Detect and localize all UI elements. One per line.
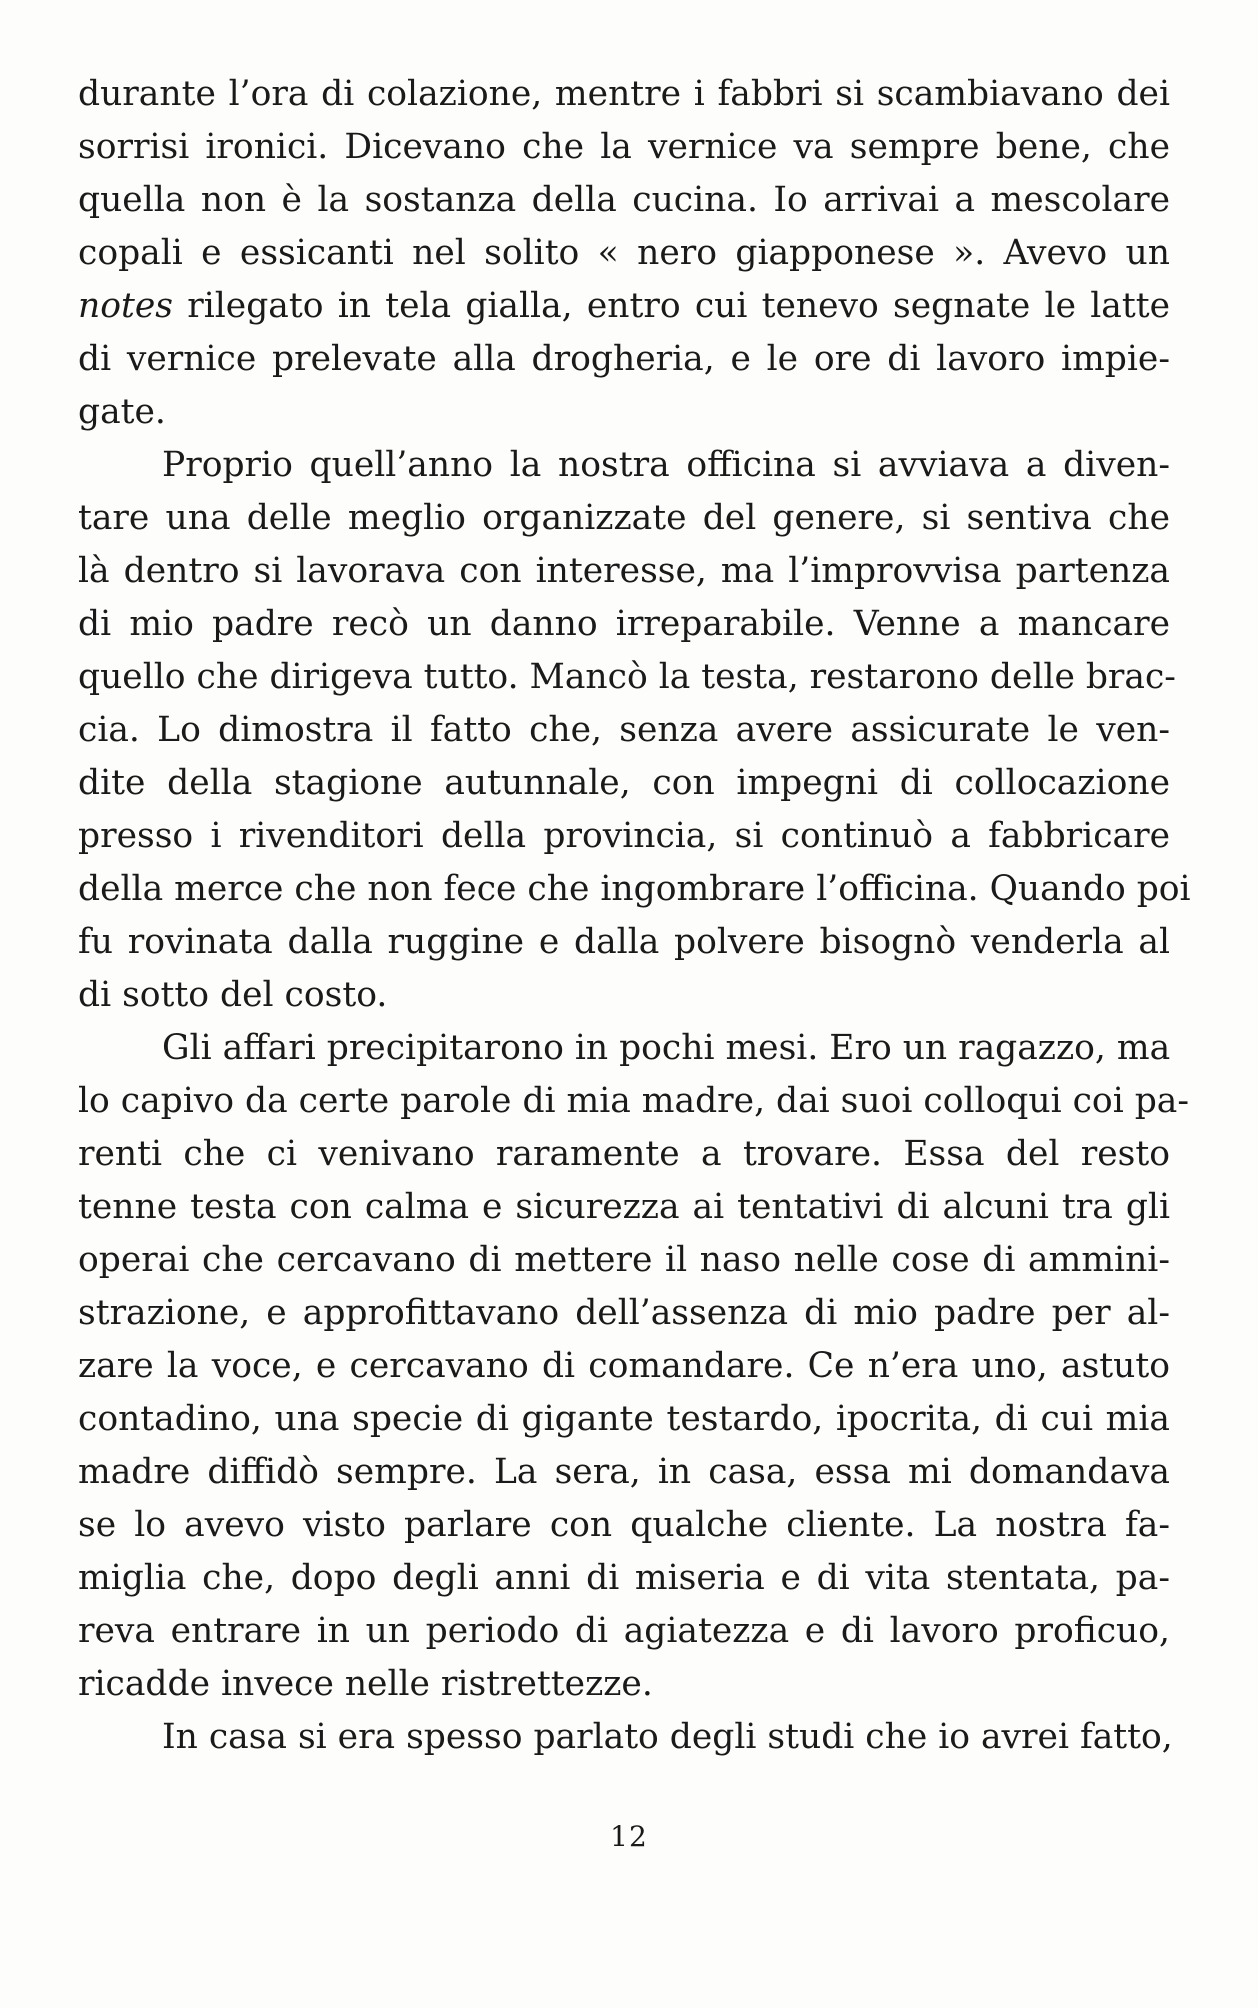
text-line: copali e essicanti nel solito « nero giapponese ». Avevo un [78, 233, 1170, 273]
text-line: reva entrare in un periodo di agiatezza e di lavoro proficuo, [78, 1611, 1170, 1651]
text-line: sorrisi ironici. Dicevano che la vernice va sempre bene, che [78, 127, 1170, 167]
text-line: ricadde invece nelle ristrettezze. [78, 1664, 653, 1704]
text-line: di sotto del costo. [78, 975, 388, 1015]
text-line: renti che ci venivano raramente a trovare. Essa del resto [78, 1134, 1170, 1174]
text-line: tare una delle meglio organizzate del genere, si sentiva che [78, 498, 1170, 538]
paragraph-start-line: Proprio quell’anno la nostra officina si avviava a diven- [162, 445, 1170, 485]
text-line: madre diffidò sempre. La sera, in casa, essa mi domandava [78, 1452, 1170, 1492]
paragraph-start-line: In casa si era spesso parlato degli studi che io avrei fatto, [162, 1717, 1173, 1757]
italic-term: notes [78, 286, 173, 326]
text-line: se lo avevo visto parlare con qualche cliente. La nostra fa- [78, 1505, 1170, 1545]
text-line: strazione, e approfittavano dell’assenza di mio padre per al- [78, 1293, 1170, 1333]
text-line: di mio padre recò un danno irreparabile. Venne a mancare [78, 604, 1170, 644]
paragraph-start-line: Gli affari precipitarono in pochi mesi. Ero un ragazzo, ma [162, 1028, 1171, 1068]
text-line: tenne testa con calma e sicurezza ai tentativi di alcuni tra gli [78, 1187, 1170, 1227]
text-line: fu rovinata dalla ruggine e dalla polvere bisognò venderla al [78, 922, 1170, 962]
text-line: della merce che non fece che ingombrare l’officina. Quando poi [78, 869, 1191, 909]
page-number: 12 [610, 1820, 648, 1853]
text-line: di vernice prelevate alla drogheria, e le ore di lavoro impie- [78, 339, 1170, 379]
text-line: miglia che, dopo degli anni di miseria e di vita stentata, pa- [78, 1558, 1170, 1598]
text-line: gate. [78, 392, 166, 432]
text-line: quello che dirigeva tutto. Mancò la testa, restarono delle brac- [78, 657, 1176, 697]
text-line-with-italic [78, 280, 1170, 333]
text-line: zare la voce, e cercavano di comandare. Ce n’era uno, astuto [78, 1346, 1170, 1386]
text-line: quella non è la sostanza della cucina. Io arrivai a mescolare [78, 180, 1170, 220]
text-line: dite della stagione autunnale, con impegni di collocazione [78, 763, 1170, 803]
text-line: presso i rivenditori della provincia, si continuò a fabbricare [78, 816, 1170, 856]
text-line: contadino, una specie di gigante testardo, ipocrita, di cui mia [78, 1399, 1170, 1439]
text-line: durante l’ora di colazione, mentre i fabbri si scambiavano dei [78, 74, 1170, 114]
body-text [78, 68, 1191, 1764]
text-line-rest: rilegato in tela gialla, entro cui tenevo segnate le latte [172, 286, 1170, 326]
text-line: lo capivo da certe parole di mia madre, dai suoi colloqui coi pa- [78, 1081, 1190, 1121]
text-line: là dentro si lavorava con interesse, ma l’improvvisa partenza [78, 551, 1170, 591]
text-line: operai che cercavano di mettere il naso nelle cose di ammini- [78, 1240, 1170, 1280]
text-line: cia. Lo dimostra il fatto che, senza avere assicurate le ven- [78, 710, 1170, 750]
